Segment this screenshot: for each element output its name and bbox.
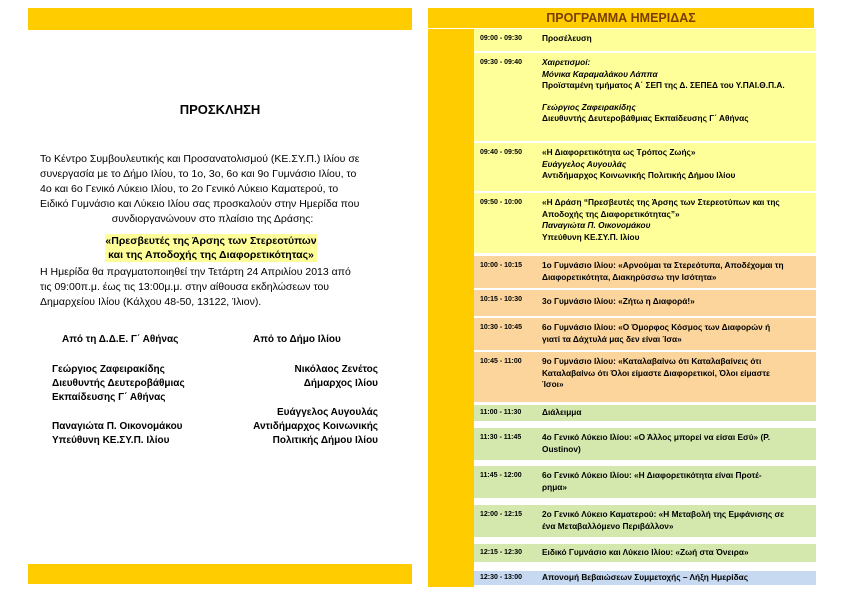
row-description bbox=[542, 296, 810, 308]
row-description bbox=[542, 432, 810, 455]
invitation-title: ΠΡΟΣΚΛΗΣΗ bbox=[179, 102, 261, 117]
row-time: 12:00 - 12:15 bbox=[480, 511, 523, 518]
row-line: Αντιδήμαρχος Κοινωνικής Πολιτικής Δήμου Ιλίου bbox=[542, 170, 736, 180]
row-line: Μόνικα Καραμαλάκου Λάππα bbox=[542, 68, 658, 79]
row-line: 6ο Γυμνάσιο Ιλίου: «Ο Όμορφος Κόσμος των Διαφορών ή bbox=[542, 322, 771, 332]
invitation-line-3: 4ο και 6ο Γενικό Λύκειο Ιλίου, το 2ο Γενικό Λύκειο Καματερού, το bbox=[40, 183, 339, 195]
row-line: Διαφορετικότητα, Διακηρύσσω την Ισότητα» bbox=[542, 271, 717, 282]
slogan-line-2: και της Αποδοχής της Διαφορετικότητας» bbox=[105, 248, 317, 262]
date-line-2: τις 09:00π.μ. έως τις 13:00μ.μ. στην αίθουσα εκδηλώσεων του bbox=[40, 281, 330, 293]
signatory-1-role-2: Εκπαίδευσης Γ΄ Αθήνας bbox=[52, 392, 166, 403]
row-time: 10:45 - 11:00 bbox=[480, 358, 522, 365]
row-line: 1ο Γυμνάσιο Ιλίου: «Αρνούμαι τα Στερεότυπα, Αποδέχομαι τη bbox=[542, 260, 784, 270]
program-row bbox=[474, 256, 816, 288]
program-row bbox=[474, 290, 816, 316]
row-line: Προϊσταμένη τμήματος Α΄ ΣΕΠ της Δ. ΣΕΠΕΔ του Υ.ΠΑΙ.Θ.Π.Α. bbox=[542, 80, 785, 90]
row-description bbox=[542, 356, 810, 391]
program-header-title: ΠΡΟΓΡΑΜΜΑ ΗΜΕΡΙΔΑΣ bbox=[546, 11, 696, 25]
program-row bbox=[474, 352, 816, 402]
row-description bbox=[542, 57, 810, 125]
row-time: 12:30 - 13:00 bbox=[480, 574, 523, 581]
invitation-line-2: συνεργασία με το Δήμο Ιλίου, το 1ο, 3ο, 6ο και 9ο Γυμνάσιο Ιλίου, το bbox=[40, 168, 357, 180]
program-side-strip bbox=[428, 29, 474, 587]
signatory-3-name: Ευάγγελος Αυγουλάς bbox=[277, 407, 378, 418]
row-line: Oustinov) bbox=[542, 443, 581, 454]
row-line: 2ο Γενικό Λύκειο Καματερού: «Η Μεταβολή της Εμφάνισης σε bbox=[542, 509, 785, 519]
row-line: Διάλειμμα bbox=[542, 407, 582, 417]
signatory-2-name: Νικόλαος Ζενέτος bbox=[294, 364, 378, 375]
invitation-line-1: Το Κέντρο Συμβουλευτικής και Προσανατολισμού (ΚΕ.ΣΥ.Π.) Ιλίου σε bbox=[40, 153, 360, 165]
row-line: Γεώργιος Ζαφειρακίδης bbox=[542, 101, 636, 112]
row-time: 11:30 - 11:45 bbox=[480, 434, 522, 441]
row-description bbox=[542, 407, 810, 419]
signatory-3-role-2: Πολιτικής Δήμου Ιλίου bbox=[272, 435, 378, 446]
row-time: 09:40 - 09:50 bbox=[480, 149, 523, 156]
left-bottom-accent-bar bbox=[28, 564, 412, 584]
row-description bbox=[542, 33, 810, 45]
row-spacer bbox=[542, 92, 810, 102]
row-time: 10:00 - 10:15 bbox=[480, 262, 523, 269]
row-line: Υπεύθυνη ΚΕ.ΣΥ.Π. Ιλίου bbox=[542, 231, 640, 242]
row-description bbox=[542, 470, 810, 493]
row-line: 6ο Γενικό Λύκειο Ιλίου: «Η Διαφορετικότητα είναι Προτέ- bbox=[542, 470, 762, 480]
program-row bbox=[474, 143, 816, 191]
signatory-1-role-1: Διευθυντής Δευτεροβάθμιας bbox=[52, 378, 185, 389]
row-description bbox=[542, 322, 810, 345]
program-header bbox=[428, 8, 814, 28]
date-line-3: Δημαρχείου Ιλίου (Κάλχου 48-50, 13122, Ίλιον). bbox=[40, 296, 262, 308]
row-line: Διευθυντής Δευτεροβάθμιας Εκπαίδευσης Γ΄ Αθήνας bbox=[542, 113, 749, 123]
row-description bbox=[542, 260, 810, 283]
program-row bbox=[474, 193, 816, 253]
slogan-line-1: «Πρεσβευτές της Άρσης των Στερεοτύπων bbox=[105, 235, 317, 247]
row-time: 09:30 - 09:40 bbox=[480, 59, 523, 66]
signatory-3-role-1: Αντιδήμαρχος Κοινωνικής bbox=[253, 421, 378, 432]
program-row bbox=[474, 544, 816, 562]
program-row bbox=[474, 466, 816, 498]
row-line: Ειδικό Γυμνάσιο και Λύκειο Ιλίου: «Ζωή στα Όνειρα» bbox=[542, 547, 749, 557]
invitation-line-4: Ειδικό Γυμνάσιο και Λύκειο Ιλίου σας προσκαλούν στην Ημερίδα που bbox=[40, 198, 360, 210]
row-line: 4ο Γενικό Λύκειο Ιλίου: «Ο Άλλος μπορεί να είσαι Εσύ» (P. bbox=[542, 432, 771, 442]
row-time: 09:50 - 10:00 bbox=[480, 199, 523, 206]
program-row bbox=[474, 29, 816, 51]
row-line: «Η Διαφορετικότητα ως Τρόπος Ζωής» bbox=[542, 147, 696, 157]
from-municipality: Από το Δήμο Ιλίου bbox=[253, 334, 341, 345]
program-row bbox=[474, 53, 816, 141]
program-row bbox=[474, 318, 816, 350]
row-line: Χαιρετισμοί: bbox=[542, 57, 591, 67]
row-description bbox=[542, 197, 810, 243]
from-directorate: Από τη Δ.Δ.Ε. Γ΄ Αθήνας bbox=[62, 334, 179, 345]
row-line: Ίσοι» bbox=[542, 379, 564, 389]
row-time: 12:15 - 12:30 bbox=[480, 549, 523, 556]
program-row bbox=[474, 428, 816, 460]
row-description bbox=[542, 572, 810, 584]
program-row bbox=[474, 505, 816, 537]
row-description bbox=[542, 509, 810, 532]
row-line: ένα Μεταβαλλόμενο Περιβάλλον» bbox=[542, 520, 674, 531]
signatory-2-role: Δήμαρχος Ιλίου bbox=[303, 378, 378, 389]
row-line: ρημα» bbox=[542, 481, 567, 492]
row-description bbox=[542, 147, 810, 182]
row-line: 3ο Γυμνάσιο Ιλίου: «Ζήτω η Διαφορά!» bbox=[542, 296, 695, 306]
program-row bbox=[474, 405, 816, 421]
row-line: Απονομή Βεβαιώσεων Συμμετοχής – Λήξη Ημερίδας bbox=[542, 572, 749, 582]
invitation-line-5: συνδιοργανώνουν στο πλαίσιο της Δράσης: bbox=[111, 213, 314, 225]
signatory-4-name: Παναγιώτα Π. Οικονομάκου bbox=[52, 421, 183, 432]
row-line: Ευάγγελος Αυγουλάς bbox=[542, 158, 627, 169]
row-line: Παναγιώτα Π. Οικονομάκου bbox=[542, 220, 651, 230]
row-description bbox=[542, 547, 810, 559]
program-row bbox=[474, 571, 816, 585]
row-line: Προσέλευση bbox=[542, 33, 592, 43]
row-time: 10:15 - 10:30 bbox=[480, 296, 523, 303]
signatory-4-role: Υπεύθυνη ΚΕ.ΣΥ.Π. Ιλίου bbox=[52, 435, 170, 446]
row-line: Καταλαβαίνω ότι Όλοι είμαστε Διαφορετικοί, Όλοι είμαστε bbox=[542, 367, 770, 378]
row-line: Αποδοχής της Διαφορετικότητας”» bbox=[542, 208, 680, 219]
row-time: 10:30 - 10:45 bbox=[480, 324, 523, 331]
row-line: γιατί τα Δάχτυλά μας δεν είναι Ίσα» bbox=[542, 333, 682, 344]
signatory-1-name: Γεώργιος Ζαφειρακίδης bbox=[52, 364, 165, 375]
row-time: 09:00 - 09:30 bbox=[480, 35, 523, 42]
row-line: 9ο Γυμνάσιο Ιλίου: «Καταλαβαίνω ότι Καταλαβαίνεις ότι bbox=[542, 356, 762, 366]
date-line-1: Η Ημερίδα θα πραγματοποιηθεί την Τετάρτη 24 Απριλίου 2013 από bbox=[40, 266, 351, 278]
left-top-accent-bar bbox=[28, 8, 412, 30]
row-time: 11:00 - 11:30 bbox=[480, 409, 522, 416]
row-time: 11:45 - 12:00 bbox=[480, 472, 522, 479]
row-line: «Η Δράση “Πρεσβευτές της Άρσης των Στερεοτύπων και της bbox=[542, 197, 780, 207]
